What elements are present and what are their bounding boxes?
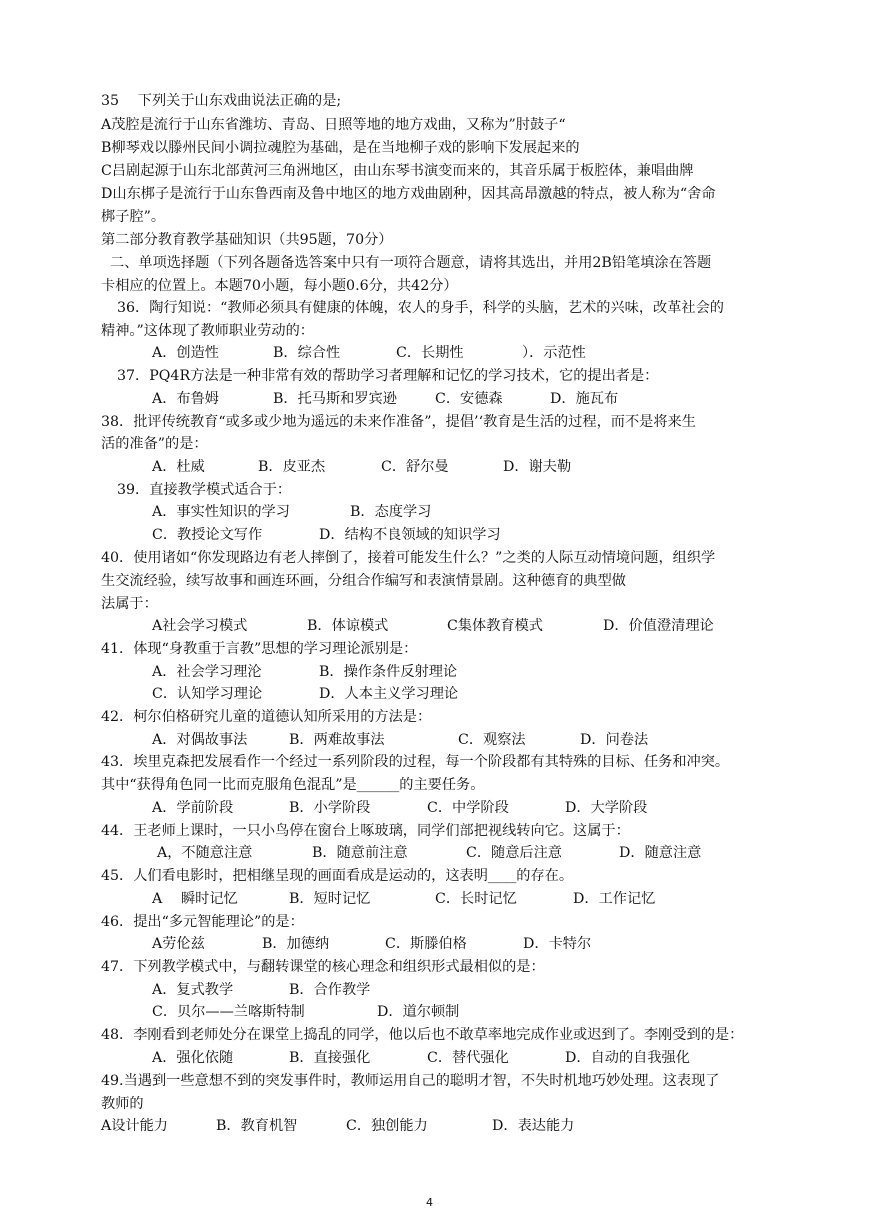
option-c: C．独创能力 [346, 1118, 428, 1134]
option-a: A．创造性 [152, 345, 219, 361]
option-b: B．随意前注意 [312, 845, 408, 861]
option-c: C．教授论文写作 [152, 527, 263, 543]
option-b: B．短时记忆 [289, 891, 371, 907]
option-a: A社会学习模式 [152, 618, 248, 634]
option-d: D．工作记忆 [573, 891, 656, 907]
question-36-stem-cont: 精神。”这体现了教师职业劳动的： [101, 323, 314, 339]
section-instructions: 二、单项选择题（下列各题备选答案中只有一项符合题意，请将其选出，并用2B铅笔填涂在答题 [101, 255, 712, 271]
option-c: C．随意后注意 [466, 845, 562, 861]
question-45-stem: 45．人们看电影时，把相继呈现的画面看成是运动的，这表明____的存在。 [101, 868, 574, 884]
option-b: B．合作教学 [289, 982, 371, 998]
option-c: C．舒尔曼 [381, 459, 449, 475]
question-40-stem-cont2: 法属于： [101, 596, 158, 612]
question-42-stem: 42．柯尔伯格研究儿童的道德认知所采用的方法是： [101, 709, 432, 725]
question-35-option-b: B柳琴戏以滕州民间小调拉魂腔为基础，是在当地柳子戏的影响下发展起来的 [101, 140, 580, 156]
option-b: B．教育机智 [216, 1118, 298, 1134]
question-35-option-c: C吕剧起源于山东北部黄河三角洲地区，由山东琴书演变而来的，其音乐属于板腔体，兼唱曲牌 [101, 163, 694, 179]
option-d: D．问卷法 [580, 732, 649, 748]
question-35-option-d-cont: 梆子腔”。 [101, 209, 166, 225]
question-38-stem-cont: 活的准备”的是： [101, 436, 208, 452]
question-46-stem: 46．提出“多元智能理论”的是： [101, 914, 304, 930]
option-a: A．社会学习理沦 [152, 664, 262, 680]
question-35-stem: 35 下列关于山东戏曲说法正确的是; [101, 93, 342, 109]
option-d: D．卡特尔 [523, 936, 592, 952]
option-a: A．布鲁姆 [152, 391, 219, 407]
question-40-stem-cont: 生交流经验，续写故事和画连环画，分组合作编写和表演情景剧。这种德育的典型做 [101, 573, 626, 589]
question-35-option-d: D山东梆子是流行于山东鲁西南及鲁中地区的地方戏曲剧种，因其高昂激越的特点，被人称为“舍命 [101, 186, 716, 202]
option-b: B．态度学习 [350, 504, 432, 520]
question-38-stem: 38．批评传统教育“或多或少地为遥远的未来作准备”，提倡’‘教育是生活的过程，而不是将来生 [101, 414, 696, 430]
question-39-stem: 39．直接教学模式适合于： [117, 482, 292, 498]
question-48-stem: 48．李刚看到老师处分在课堂上捣乱的同学，他以后也不敢草率地完成作业或迟到了。李刚受到的是： [101, 1027, 744, 1043]
option-a: A设计能力 [101, 1118, 168, 1134]
option-b: B．皮亚杰 [258, 459, 326, 475]
question-49-stem-cont: 教师的 [101, 1096, 144, 1112]
option-d: D．道尔顿制 [377, 1004, 460, 1020]
question-44-stem: 44．王老师上课时，一只小鸟停在窗台上啄玻璃，同学们部把视线转向它。这属于： [101, 823, 630, 839]
option-c: C．观察法 [458, 732, 526, 748]
option-d: D．价值澄清理论 [603, 618, 714, 634]
question-40-stem: 40．使用诸如“你发现路边有老人摔倒了，接着可能发生什么？”之类的人际互动情境问题，组织学 [101, 550, 716, 566]
question-35-option-a: A茂腔是流行于山东省潍坊、青岛、日照等地的地方戏曲，又称为”肘鼓子“ [101, 117, 566, 133]
option-c: C．长期性 [396, 345, 464, 361]
option-a: A劳伦兹 [152, 936, 205, 952]
section-title: 第二部分教育教学基础知识（共95题，70分） [101, 232, 393, 248]
question-47-stem: 47．下列教学模式中，与翻转课堂的核心理念和组织形式最相似的是： [101, 959, 545, 975]
option-d: D．大学阶段 [565, 800, 648, 816]
option-d: D．自动的自我强化 [565, 1050, 690, 1066]
option-c: C．贝尔——兰喀斯特制 [152, 1004, 305, 1020]
option-d: D．人本主义学习理论 [319, 686, 459, 702]
option-c: C．长时记忆 [435, 891, 517, 907]
option-c: C．安德森 [435, 391, 503, 407]
option-a: A．杜威 [152, 459, 205, 475]
option-a: A 瞬时记忆 [152, 891, 238, 907]
question-43-stem: 43．埃里克森把发展看作一个经过一系列阶段的过程，每一个阶段都有其特殊的目标、任务和冲突。 [101, 754, 730, 770]
option-d: D．施瓦布 [550, 391, 619, 407]
option-c: C．斯滕伯格 [385, 936, 467, 952]
question-49-stem: 49.当遇到一些意想不到的突发事件时，教师运用自己的聪明才智，不失时机地巧妙处理。这表现了 [101, 1073, 720, 1089]
option-d: ）．示范性 [522, 345, 586, 361]
option-c: C集体教育模式 [447, 618, 543, 634]
option-b: B．体谅模式 [307, 618, 389, 634]
section-instructions-cont: 卡相应的位置上。本题70小题，每小题0.6分，共42分） [101, 278, 458, 294]
option-a: A．学前阶段 [152, 800, 234, 816]
option-b: B．操作条件反射理论 [319, 664, 458, 680]
option-a: A．强化依随 [152, 1050, 234, 1066]
page-number: 4 [426, 1196, 433, 1209]
question-41-stem: 41．体现“身教重于言教”思想的学习理论派别是： [101, 641, 418, 657]
question-36-stem: 36．陶行知说：“教师必须具有健康的体魄，农人的身手，科学的头脑，艺术的兴味，改革社会的 [117, 300, 724, 316]
option-b: B．小学阶段 [289, 800, 371, 816]
option-d: D．随意注意 [619, 845, 702, 861]
option-b: B．综合性 [273, 345, 341, 361]
option-c: C．认知学习理论 [152, 686, 263, 702]
question-43-stem-cont: 其中“获得角色同一比而克服角色混乱”是______的主要任务。 [101, 777, 485, 793]
option-d: D．表达能力 [492, 1118, 575, 1134]
option-a: A，不随意注意 [157, 845, 253, 861]
option-d: D．结构不良领域的知识学习 [319, 527, 501, 543]
option-a: A．事实性知识的学习 [152, 504, 290, 520]
option-c: C．中学阶段 [427, 800, 509, 816]
option-b: B．直接强化 [289, 1050, 371, 1066]
option-a: A．复式教学 [152, 982, 234, 998]
option-c: C．替代强化 [427, 1050, 509, 1066]
option-d: D．谢夫勒 [503, 459, 572, 475]
option-b: B．托马斯和罗宾逊 [273, 391, 397, 407]
option-b: B．加德纳 [262, 936, 330, 952]
option-a: A．对偶故事法 [152, 732, 248, 748]
question-37-stem: 37．PQ4R方法是一种非常有效的帮助学习者理解和记忆的学习技术，它的提出者是： [117, 368, 659, 384]
option-b: B．两难故事法 [289, 732, 385, 748]
